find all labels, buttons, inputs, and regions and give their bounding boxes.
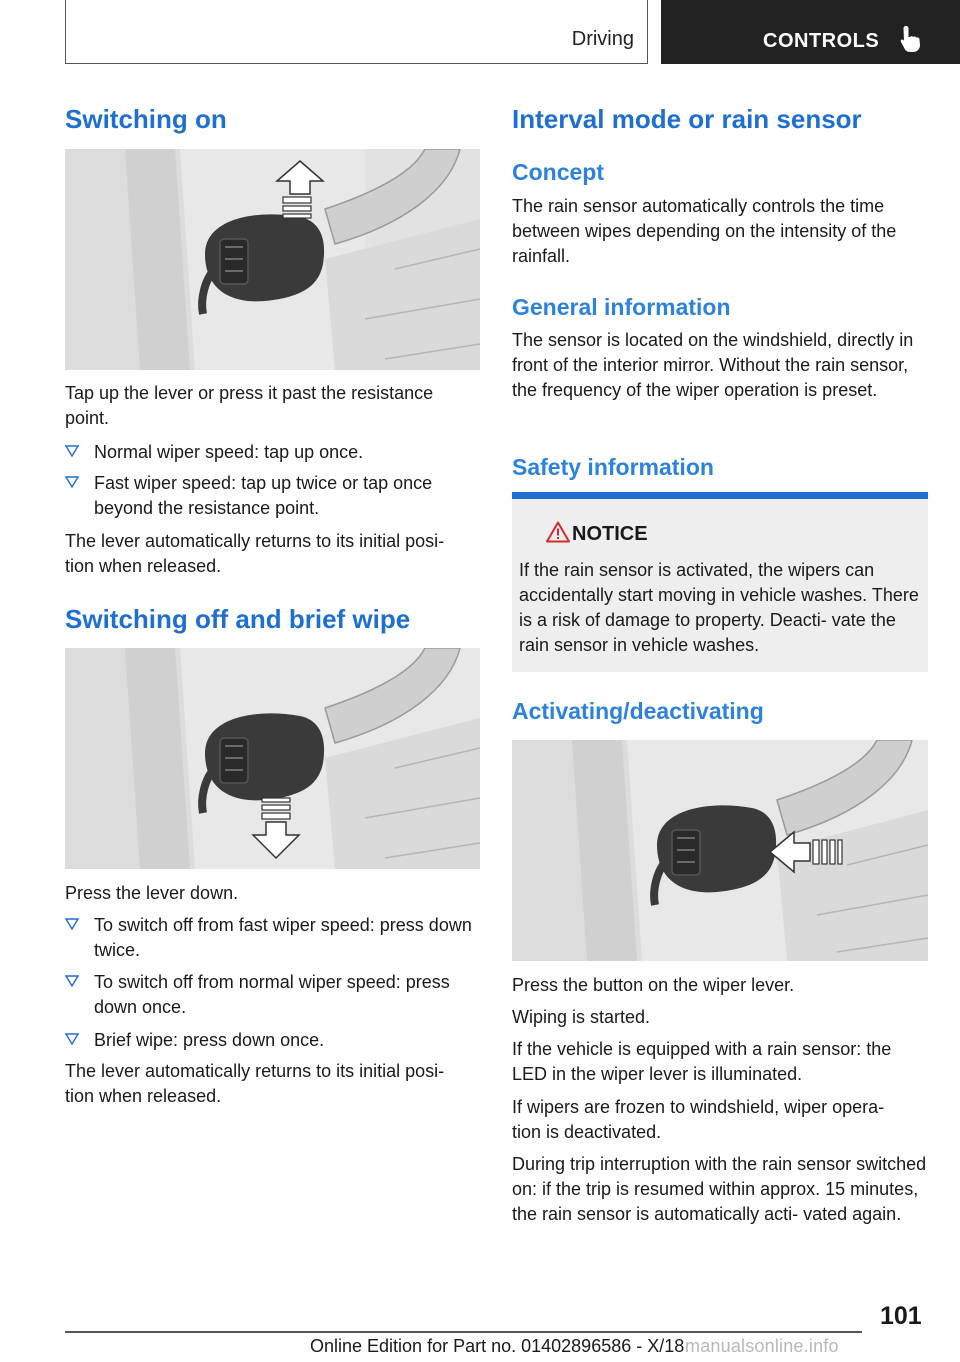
triangle-bullet-icon xyxy=(65,475,79,489)
list-item xyxy=(65,440,480,465)
lever-up-illustration xyxy=(65,149,480,370)
list-item xyxy=(65,970,480,1020)
general-information-heading: General information xyxy=(512,294,731,320)
notice-box xyxy=(512,492,928,672)
header-section-title: Driving xyxy=(571,28,634,50)
bullet-text: Brief wipe: press down once. xyxy=(94,1030,325,1050)
header-frame xyxy=(65,0,648,64)
bullet-text: To switch off from fast wiper speed: press down twice. xyxy=(94,915,472,960)
safety-information-heading: Safety information xyxy=(512,454,714,480)
list-item xyxy=(65,471,480,521)
activating-paragraph: During trip interruption with the rain sensor switched on: if the trip is resumed within approx. 15 minutes, the rain sensor is automatically acti‐ vated again. xyxy=(512,1154,927,1224)
triangle-bullet-icon xyxy=(65,1032,79,1046)
header-chapter-label: CONTROLS xyxy=(763,30,880,52)
switching-off-heading: Switching off and brief wipe xyxy=(65,604,411,634)
triangle-bullet-icon xyxy=(65,917,79,931)
switching-on-heading: Switching on xyxy=(65,104,227,134)
interval-mode-heading: Interval mode or rain sensor xyxy=(512,104,862,134)
list-item xyxy=(65,913,480,963)
lever-button-illustration xyxy=(512,740,928,961)
footer-edition: Online Edition for Part no. 01402896586 - X/18 xyxy=(310,1336,685,1356)
concept-text: The rain sensor automatically controls the time between wipes depending on the intensity of the rainfall. xyxy=(512,196,897,266)
footer-divider xyxy=(65,1331,862,1333)
activating-paragraph: If wipers are frozen to windshield, wiper opera‐ tion is deactivated. xyxy=(512,1097,885,1142)
footer-watermark: manualsonline.info xyxy=(685,1336,839,1356)
bullet-text: Normal wiper speed: tap up once. xyxy=(94,442,364,462)
page-number: 101 xyxy=(880,1302,922,1330)
triangle-bullet-icon xyxy=(65,974,79,988)
figure-lever-tap-up xyxy=(65,149,480,370)
bullet-text: To switch off from normal wiper speed: press down once. xyxy=(94,972,450,1017)
lever-down-illustration xyxy=(65,648,480,869)
notice-text: If the rain sensor is activated, the wipers can accidentally start moving in vehicle washes. There is a risk of damage to property. Deacti‐ vate the rain sensor in vehicle washes. xyxy=(519,560,919,655)
activating-paragraph: If the vehicle is equipped with a rain sensor: the LED in the wiper lever is illuminated. xyxy=(512,1039,892,1084)
warning-triangle-icon xyxy=(546,521,570,543)
switching-off-outro: The lever automatically returns to its initial posi‐ tion when released. xyxy=(65,1061,445,1106)
bullet-text: Fast wiper speed: tap up twice or tap once beyond the resistance point. xyxy=(94,473,433,518)
activating-paragraph: Wiping is started. xyxy=(512,1007,651,1027)
figure-lever-button xyxy=(512,740,928,961)
pointing-hand-icon xyxy=(897,24,927,54)
switching-off-intro: Press the lever down. xyxy=(65,883,239,903)
figure-lever-press-down xyxy=(65,648,480,869)
activating-paragraph: Press the button on the wiper lever. xyxy=(512,975,795,995)
activating-heading: Activating/deactivating xyxy=(512,698,764,724)
triangle-bullet-icon xyxy=(65,444,79,458)
concept-heading: Concept xyxy=(512,159,604,185)
list-item xyxy=(65,1028,480,1053)
general-information-text: The sensor is located on the windshield, directly in front of the interior mirror. Without the rain sensor, the frequency of the wiper operation is preset. xyxy=(512,330,914,400)
switching-on-intro: Tap up the lever or press it past the resistance point. xyxy=(65,383,434,428)
notice-title: NOTICE xyxy=(572,523,648,545)
header-chapter-tab[interactable] xyxy=(661,0,960,64)
switching-on-outro: The lever automatically returns to its initial posi‐ tion when released. xyxy=(65,531,445,576)
